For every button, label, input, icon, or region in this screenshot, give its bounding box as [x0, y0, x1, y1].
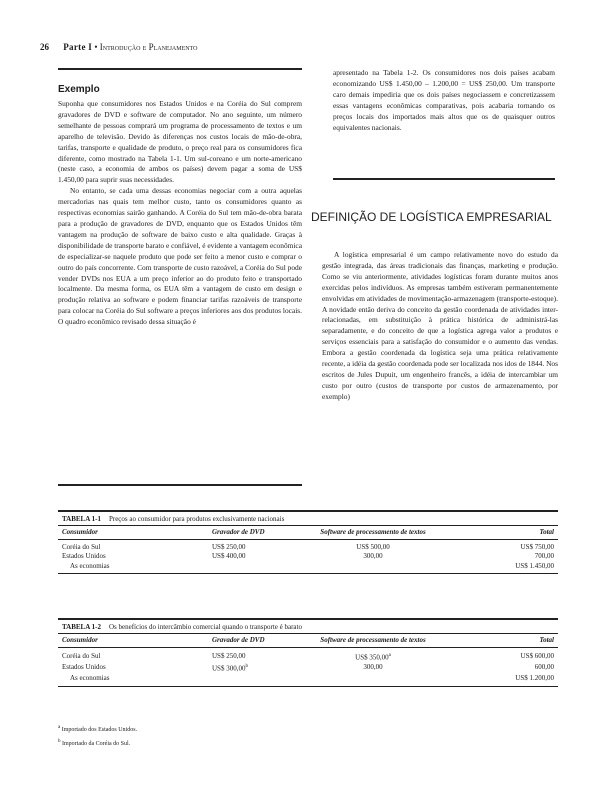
table-caption [58, 618, 558, 634]
footnote-mark: a [58, 725, 61, 730]
cell-dvd: US$ 250,00 [212, 542, 246, 551]
table-end-rule [58, 686, 558, 687]
cell-consumer: Coréia do Sul [62, 651, 101, 660]
col-header-consumer: Consumidor [62, 528, 98, 536]
footnote [58, 736, 558, 750]
col-header-software: Software de processamento de textos [320, 528, 426, 536]
cell-consumer: As economias [70, 674, 110, 683]
cell-total: US$ 750,00 [520, 542, 554, 551]
table-row [58, 647, 558, 662]
cell-dvd-value: US$ 300,00 [212, 664, 246, 673]
cell-software: US$ 500,00 [356, 542, 390, 551]
cell-total: US$ 1.200,00 [515, 674, 554, 683]
header-separator: • [94, 42, 98, 52]
col-header-dvd: Gravador de DVD [212, 636, 265, 644]
part-subtitle: Introdução e Planejamento [99, 42, 198, 52]
table-row [58, 562, 558, 572]
section-body [322, 250, 558, 403]
table-caption-text: Preços ao consumidor para produtos exclusivamente nacionais [108, 515, 285, 523]
cell-software [308, 562, 438, 572]
part-label: Parte I [63, 42, 93, 52]
table-1-1-grid [58, 526, 558, 571]
table-row [58, 674, 558, 684]
cell-software: 300,00 [363, 552, 383, 560]
cell-dvd [208, 562, 308, 572]
cell-total: US$ 1.450,00 [515, 561, 554, 570]
cell-consumer: Coréia do Sul [62, 542, 101, 551]
section-heading: DEFINIÇÃO DE LOGÍSTICA EMPRESARIAL [311, 210, 552, 224]
table-label: TABELA 1-1 [62, 515, 101, 523]
table-1-2-grid [58, 634, 558, 684]
footnote-text: Importado da Coréia do Sul. [62, 741, 131, 747]
cell-dvd [208, 674, 308, 684]
cell-dvd: US$ 250,00 [212, 651, 246, 660]
cell-total: US$ 600,00 [520, 651, 554, 660]
section-paragraph: A logística empresarial é um campo relativamente novo do estudo da gestão integrada, das áreas tradicionais das finanças, marketing e produção. Como se viu anteriormente, atividades logísticas foram durante muitos anos exercidas pelos indivíduos. As empresas também estiveram permanentemente envolvidas em atividades de movimentação-armazenagem (transporte-estoque). A novidade então deriva do conceito da gestão coordenada de atividades inter-relacionadas, em substituição à prática histórica de administrá-las separadamente, e do conceito de que a logística agrega valor a produtos e serviços essenciais para a satisfação do consumidor e o aumento das vendas. Embora a gestão coordenada da logística seja uma prática relativamente recente, a idéia da gestão coordenada pode ser localizada nos idos de 1844. Nos escritos de Jules Dupuit, um engenheiro francês, a idéia de intercambiar um custo por outro (custos de transporte por custos de armazenamento, por exemplo) [322, 250, 558, 401]
cell-software [308, 647, 438, 662]
table-caption [58, 510, 558, 526]
col-header-dvd: Gravador de DVD [212, 528, 265, 536]
cell-consumer: Estados Unidos [62, 663, 106, 672]
cell-consumer: As economias [70, 561, 110, 570]
col-header-total: Total [539, 636, 554, 644]
footnotes [58, 722, 558, 750]
cell-software: 300,00 [363, 663, 383, 672]
continuation-paragraph: apresentado na Tabela 1-2. Os consumidores nos dois países acabam economizando US$ 1.450,00 – 1.200,00 = US$ 250,00. Um transporte caro demais impediria que os dois países negociassem e concretizassem essas vantagens econômicas comparativas, pois acabaria tornando os preços locais dos importados mais altos que os de quaisquer outros equivalentes nacionais. [333, 68, 555, 132]
continuation-column [333, 68, 555, 133]
footnote-text: Importado dos Estados Unidos. [61, 727, 138, 733]
example-title: Exemplo [58, 84, 100, 95]
footnote-mark: b [58, 739, 61, 744]
footnote [58, 722, 558, 736]
example-paragraph-1: Suponha que consumidores nos Estados Unidos e na Coréia do Sul comprem gravadores de DVD e software de computador. No ano seguinte, um número semelhante de pessoas comprará um programa de processamento de textos e um aparelho de televisão. Devido às diferenças nos custos locais de mão-de-obra, tarifas, transporte e qualidade de produto, o preço real para os consumidores fica diferente, como mostrado na Tabela 1-1. Um sul-coreano e um norte-americano (neste caso, a economia de ambos os países) devem pagar a soma de US$ 1.450,00 para suprir suas necessidades. [58, 99, 302, 185]
table-row [58, 539, 558, 552]
cell-dvd: US$ 400,00 [212, 552, 246, 560]
cell-software [308, 674, 438, 684]
table-1-1 [58, 510, 558, 574]
table-row [58, 552, 558, 562]
cell-dvd [208, 662, 308, 674]
col-header-consumer: Consumidor [62, 636, 98, 644]
table-end-rule [58, 573, 558, 574]
table-1-2 [58, 618, 558, 687]
table-row [58, 662, 558, 674]
footnote-ref: a [388, 652, 391, 658]
col-header-total: Total [539, 528, 554, 536]
example-paragraph-2: No entanto, se cada uma dessas economias negociar com a outra aquelas mercadorias nas quais tem melhor custo, tanto os consumidores quanto as respectivas economias sairão ganhando. A Coréia do Sul tem mão-de-obra barata para a produção de gravadores de DVD, enquanto que os Estados Unidos têm vantagem na produção de software de baixo custo e alta qualidade. Graças à disponibilidade de transporte barato e confiável, é evidente a vantagem econômica de especializar-se naquele produto que pode ser feito a menor custo e comprar o outro do país concorrente. Com transporte de custo razoável, a Coréia do Sul pode vender DVDs nos EUA a um preço inferior ao do produto feito e transportado localmente. Da mesma forma, os EUA têm a vantagem de custo em design e produção relativa ao software e podem financiar tarifas razoáveis de transporte para colocar na Coréia do Sul software a preços inferiores aos dos produtos locais. O quadro econômico revisado dessa situação é [58, 186, 302, 327]
table-caption-text: Os benefícios do intercâmbio comercial quando o transporte é barato [108, 623, 302, 631]
cell-consumer: Estados Unidos [62, 552, 106, 560]
cell-total: 600,00 [534, 663, 554, 672]
table-label: TABELA 1-2 [62, 623, 101, 631]
continuation-rule [333, 178, 555, 180]
cell-total: 700,00 [534, 552, 554, 560]
page-number: 26 [40, 42, 49, 52]
footnote-ref: b [245, 664, 248, 670]
example-box [58, 68, 302, 486]
col-header-software: Software de processamento de textos [320, 636, 426, 644]
cell-software-value: US$ 350,00 [355, 652, 389, 661]
page-header [40, 42, 560, 56]
